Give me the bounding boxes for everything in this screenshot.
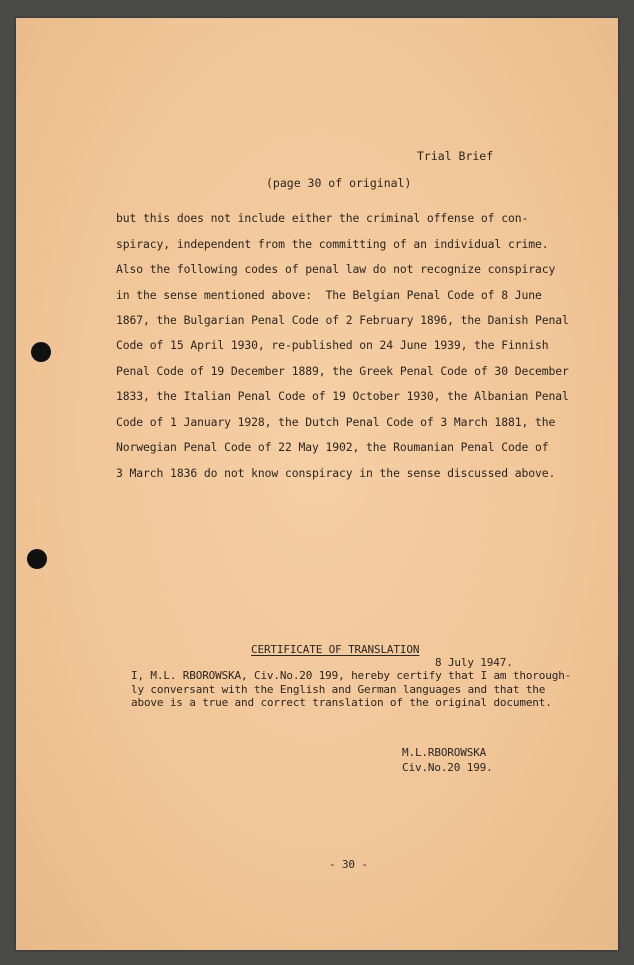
body-line: 1833, the Italian Penal Code of 19 October 1930, the Albanian Penal [116, 389, 569, 403]
doc-label: Trial Brief [417, 149, 494, 163]
paper-sheet [16, 18, 618, 950]
punch-hole-bottom [27, 549, 47, 569]
translator-signature-name: M.L.RBOROWSKA [402, 746, 487, 759]
body-line: Norwegian Penal Code of 22 May 1902, the Roumanian Penal Code of [116, 440, 549, 454]
translator-civ-number: Civ.No.20 199. [402, 761, 493, 774]
certificate-line: above is a true and correct translation of the original document. [131, 696, 552, 709]
certificate-line: ly conversant with the English and German languages and that the [131, 683, 546, 696]
body-line: Code of 15 April 1930, re-published on 24 June 1939, the Finnish [116, 338, 549, 352]
page-number: - 30 - [329, 858, 368, 871]
body-line: but this does not include either the criminal offense of con- [116, 211, 529, 225]
certificate-title: CERTIFICATE OF TRANSLATION [251, 643, 420, 656]
punch-hole-top [31, 342, 51, 362]
body-line: spiracy, independent from the committing of an individual crime. [116, 237, 549, 251]
certificate-date: 8 July 1947. [435, 656, 513, 669]
body-line: Also the following codes of penal law do not recognize conspiracy [116, 262, 556, 276]
page-reference: (page 30 of original) [266, 176, 412, 190]
body-line: Penal Code of 19 December 1889, the Greek Penal Code of 30 December [116, 364, 569, 378]
body-line: 1867, the Bulgarian Penal Code of 2 February 1896, the Danish Penal [116, 313, 569, 327]
body-line: Code of 1 January 1928, the Dutch Penal Code of 3 March 1881, the [116, 415, 556, 429]
certificate-line: I, M.L. RBOROWSKA, Civ.No.20 199, hereby certify that I am thorough- [131, 669, 572, 682]
body-line: in the sense mentioned above: The Belgian Penal Code of 8 June [116, 288, 542, 302]
body-line: 3 March 1836 do not know conspiracy in the sense discussed above. [116, 466, 556, 480]
